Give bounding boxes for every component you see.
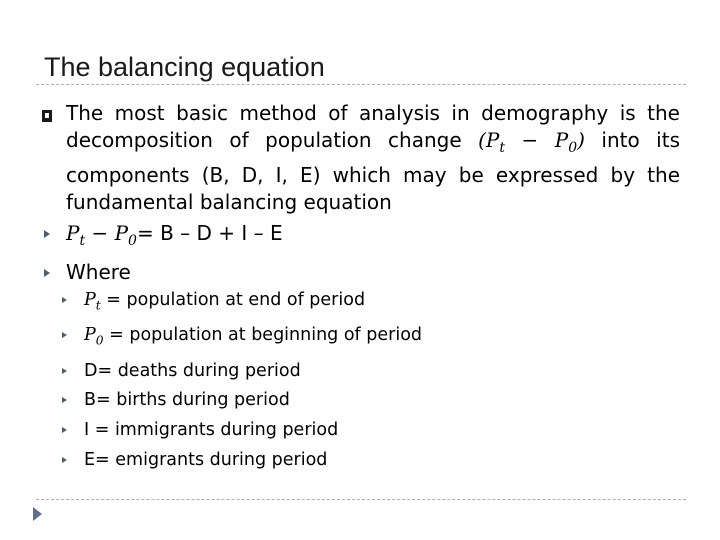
- triangle-bullet-icon: [62, 332, 67, 338]
- definition-text: D= deaths during period: [84, 360, 301, 381]
- definition-item: [58, 416, 680, 446]
- intro-text: [66, 100, 680, 216]
- population-change-formula: $(P_t - P_0)$: [478, 128, 585, 156]
- definition-symbol: $P_0$: [84, 325, 104, 348]
- triangle-bullet-icon: [62, 397, 67, 403]
- definition-item: [58, 386, 680, 416]
- definition-item: [58, 321, 680, 356]
- definition-text: = population at end of period: [100, 290, 366, 310]
- title-divider: [36, 84, 686, 85]
- triangle-bullet-icon: [44, 269, 50, 277]
- definition-text: I = immigrants during period: [84, 420, 339, 441]
- definition-text: = population at beginning of period: [103, 325, 423, 346]
- equation-item: [40, 220, 680, 255]
- slide-title: The balancing equation: [44, 52, 325, 82]
- triangle-bullet-icon: [62, 427, 67, 433]
- triangle-bullet-icon: [62, 457, 67, 463]
- where-label: Where: [66, 260, 131, 284]
- triangle-bullet-icon: [62, 368, 67, 374]
- definition-item: [58, 446, 680, 476]
- equation-rhs: = B – D + I – E: [136, 221, 283, 245]
- triangle-bullet-icon: [62, 297, 67, 303]
- where-item: [40, 259, 680, 286]
- footer-divider: [36, 499, 686, 500]
- next-slide-icon[interactable]: [33, 507, 42, 521]
- definition-symbol: $P_t$: [84, 290, 101, 313]
- definition-item: [58, 286, 680, 321]
- definitions-list: [40, 286, 680, 476]
- slide-content: [40, 100, 680, 476]
- intro-text-after: into its components (B, D, I, E) which may be expressed by the fundamental balancing equation: [66, 128, 680, 214]
- missing-glyph-icon: [42, 110, 52, 122]
- definition-text: B= births during period: [84, 390, 290, 411]
- equation-lhs: $P_t - P_0$: [66, 221, 137, 249]
- definition-text: E= emigrants during period: [84, 449, 328, 470]
- intro-text-before: The most basic method of analysis in demography is the decomposition of population change: [66, 101, 680, 152]
- definition-item: [58, 357, 680, 387]
- triangle-bullet-icon: [44, 230, 50, 238]
- intro-item: [40, 100, 680, 216]
